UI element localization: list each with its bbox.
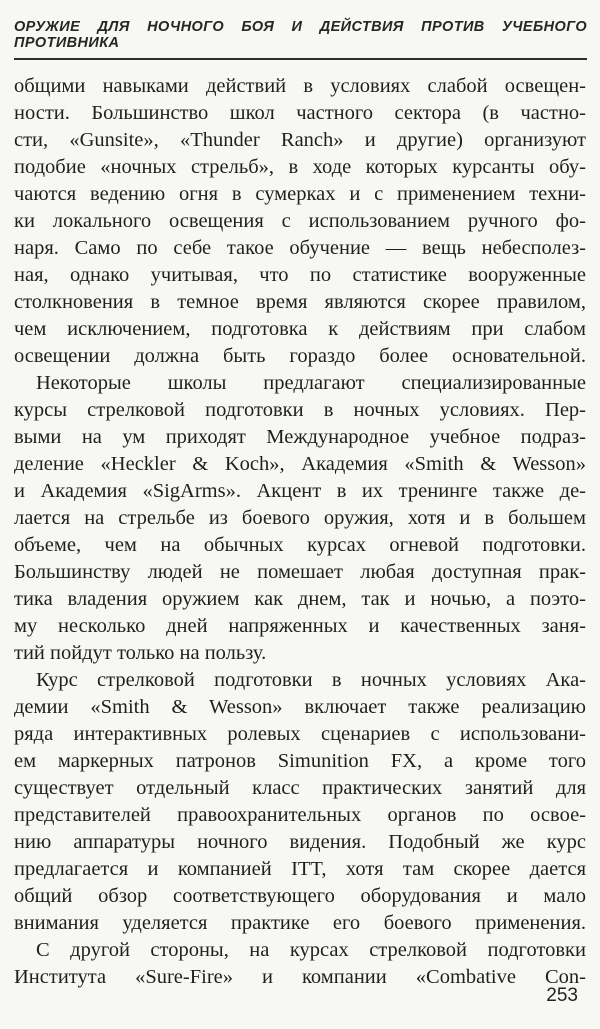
text-line: демии «Smith & Wesson» включает также реализацию	[14, 696, 586, 718]
page-body	[14, 73, 586, 991]
text-line: ная, однако учитывая, что по статистике вооруженные	[14, 264, 586, 286]
text-line: предлагается и компанией ITT, хотя там скорее дается	[14, 858, 586, 880]
text-line: ки локального освещения с использованием ручного фо-	[14, 210, 586, 232]
text-line: общими навыками действий в условиях слабой освещен-	[14, 75, 586, 97]
text-line: деление «Heckler & Koch», Академия «Smith & Wesson»	[14, 453, 586, 475]
text-line: курсы стрелковой подготовки в ночных условиях. Пер-	[14, 399, 586, 421]
text-line: существует отдельный класс практических занятий для	[14, 777, 586, 799]
text-line: и Академия «SigArms». Акцент в их тренинге также де-	[14, 480, 586, 502]
paragraph-start-line: С другой стороны, на курсах стрелковой подготовки	[36, 939, 586, 961]
text-line: внимания уделяется практике его боевого применения.	[14, 912, 586, 934]
paragraph-start-line: Курс стрелковой подготовки в ночных условиях Ака-	[36, 669, 586, 691]
text-line: выми на ум приходят Международное учебное подраз-	[14, 426, 586, 448]
text-line: подобие «ночных стрельб», в ходе которых курсанты обу-	[14, 156, 586, 178]
text-line: Большинству людей не помешает любая доступная прак-	[14, 561, 586, 583]
text-line: освещении должна быть гораздо более основательной.	[14, 345, 586, 367]
text-line: чаются ведению огня в сумерках и с применением техни-	[14, 183, 586, 205]
text-line: объеме, чем на обычных курсах огневой подготовки.	[14, 534, 586, 556]
running-header: ОРУЖИЕ ДЛЯ НОЧНОГО БОЯ И ДЕЙСТВИЯ ПРОТИВ УЧЕБНОГО ПРОТИВНИКА	[14, 19, 587, 60]
text-line: лается на стрельбе из боевого оружия, хотя и в большем	[14, 507, 586, 529]
text-line: сти, «Gunsite», «Thunder Ranch» и другие) организуют	[14, 129, 586, 151]
text-line: ем маркерных патронов Simunition FX, а кроме того	[14, 750, 586, 772]
text-line: тика владения оружием как днем, так и ночью, а поэто-	[14, 588, 586, 610]
text-line: чем исключением, подготовка к действиям при слабом	[14, 318, 586, 340]
text-line: наря. Само по себе такое обучение — вещь небесполез-	[14, 237, 586, 259]
text-line: столкновения в темное время являются скорее правилом,	[14, 291, 586, 313]
text-line: Института «Sure-Fire» и компании «Combative Con-	[14, 966, 586, 988]
text-line: общий обзор соответствующего оборудования и мало	[14, 885, 586, 907]
paragraph-start-line: Некоторые школы предлагают специализированные	[36, 372, 586, 394]
paragraph-end-line: тий пойдут только на пользу.	[14, 642, 267, 664]
page-number: 253	[546, 985, 578, 1006]
text-line: нию аппаратуры ночного видения. Подобный же курс	[14, 831, 586, 853]
text-line: ряда интерактивных ролевых сценариев с использовани-	[14, 723, 586, 745]
text-line: ности. Большинство школ частного сектора (в частно-	[14, 102, 586, 124]
text-line: представителей правоохранительных органов по освое-	[14, 804, 586, 826]
text-line: му несколько дней напряженных и качественных заня-	[14, 615, 586, 637]
